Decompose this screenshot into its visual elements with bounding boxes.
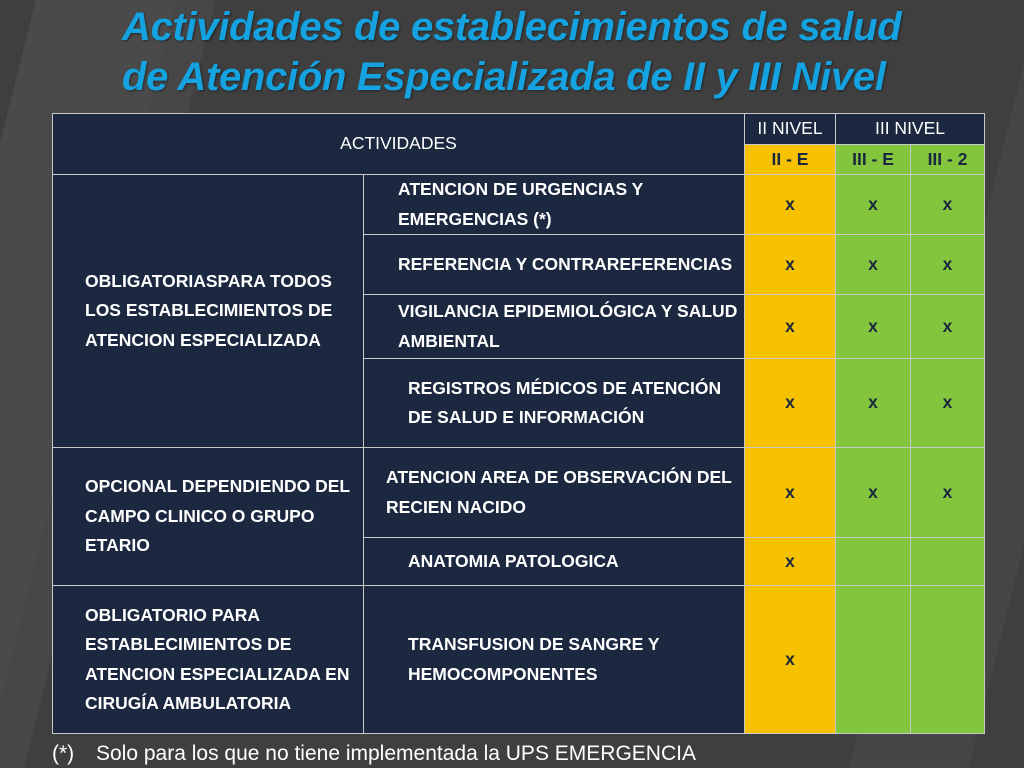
activity-cell: REFERENCIA Y CONTRAREFERENCIAS [364, 235, 745, 295]
mark-ii-e: x [745, 538, 836, 586]
mark-iii-2: x [911, 448, 985, 538]
slide-title [122, 2, 1022, 102]
slide-title-line-1: Actividades de establecimientos de salud [122, 5, 902, 49]
header-level-ii: II NIVEL [745, 114, 836, 145]
activity-cell: ATENCION AREA DE OBSERVACIÓN DEL RECIEN NACIDO [364, 448, 745, 538]
mark-iii-e [836, 538, 911, 586]
mark-iii-e: x [836, 448, 911, 538]
header-level-iii: III NIVEL [836, 114, 985, 145]
mark-iii-2 [911, 538, 985, 586]
header-row [53, 114, 985, 145]
category-cell: OPCIONAL DEPENDIENDO DEL CAMPO CLINICO O GRUPO ETARIO [53, 448, 364, 586]
activity-cell: ATENCION DE URGENCIAS Y EMERGENCIAS (*) [364, 175, 745, 235]
activity-cell: ANATOMIA PATOLOGICA [364, 538, 745, 586]
activities-table [52, 113, 985, 734]
mark-iii-2: x [911, 175, 985, 235]
mark-iii-e: x [836, 295, 911, 359]
activity-cell: REGISTROS MÉDICOS DE ATENCIÓN DE SALUD E INFORMACIÓN [364, 359, 745, 448]
mark-iii-2: x [911, 359, 985, 448]
slide-title-line-2: de Atención Especializada de II y III Nivel [122, 55, 886, 99]
mark-iii-2: x [911, 235, 985, 295]
mark-iii-2: x [911, 295, 985, 359]
mark-iii-e: x [836, 359, 911, 448]
footnote-symbol: (*) [52, 742, 75, 765]
activity-cell: VIGILANCIA EPIDEMIOLÓGICA Y SALUD AMBIENTAL [364, 295, 745, 359]
mark-iii-e: x [836, 175, 911, 235]
table-row [53, 586, 985, 734]
category-cell: OBLIGATORIO PARA ESTABLECIMIENTOS DE ATENCION ESPECIALIZADA EN CIRUGÍA AMBULATORIA [53, 586, 364, 734]
mark-ii-e: x [745, 235, 836, 295]
mark-ii-e: x [745, 448, 836, 538]
subheader-iii-2: III - 2 [911, 144, 985, 175]
mark-ii-e: x [745, 295, 836, 359]
category-cell: OBLIGATORIASPARA TODOS LOS ESTABLECIMIENTOS DE ATENCION ESPECIALIZADA [53, 175, 364, 448]
table-row [53, 175, 985, 235]
footnote-text: Solo para los que no tiene implementada la UPS EMERGENCIA [96, 742, 696, 765]
header-activities: ACTIVIDADES [53, 114, 745, 175]
subheader-ii-e: II - E [745, 144, 836, 175]
activity-cell: TRANSFUSION DE SANGRE Y HEMOCOMPONENTES [364, 586, 745, 734]
mark-iii-2 [911, 586, 985, 734]
mark-ii-e: x [745, 175, 836, 235]
mark-ii-e: x [745, 359, 836, 448]
mark-ii-e: x [745, 586, 836, 734]
footnote [52, 740, 696, 768]
mark-iii-e [836, 586, 911, 734]
table-row [53, 448, 985, 538]
subheader-iii-e: III - E [836, 144, 911, 175]
mark-iii-e: x [836, 235, 911, 295]
